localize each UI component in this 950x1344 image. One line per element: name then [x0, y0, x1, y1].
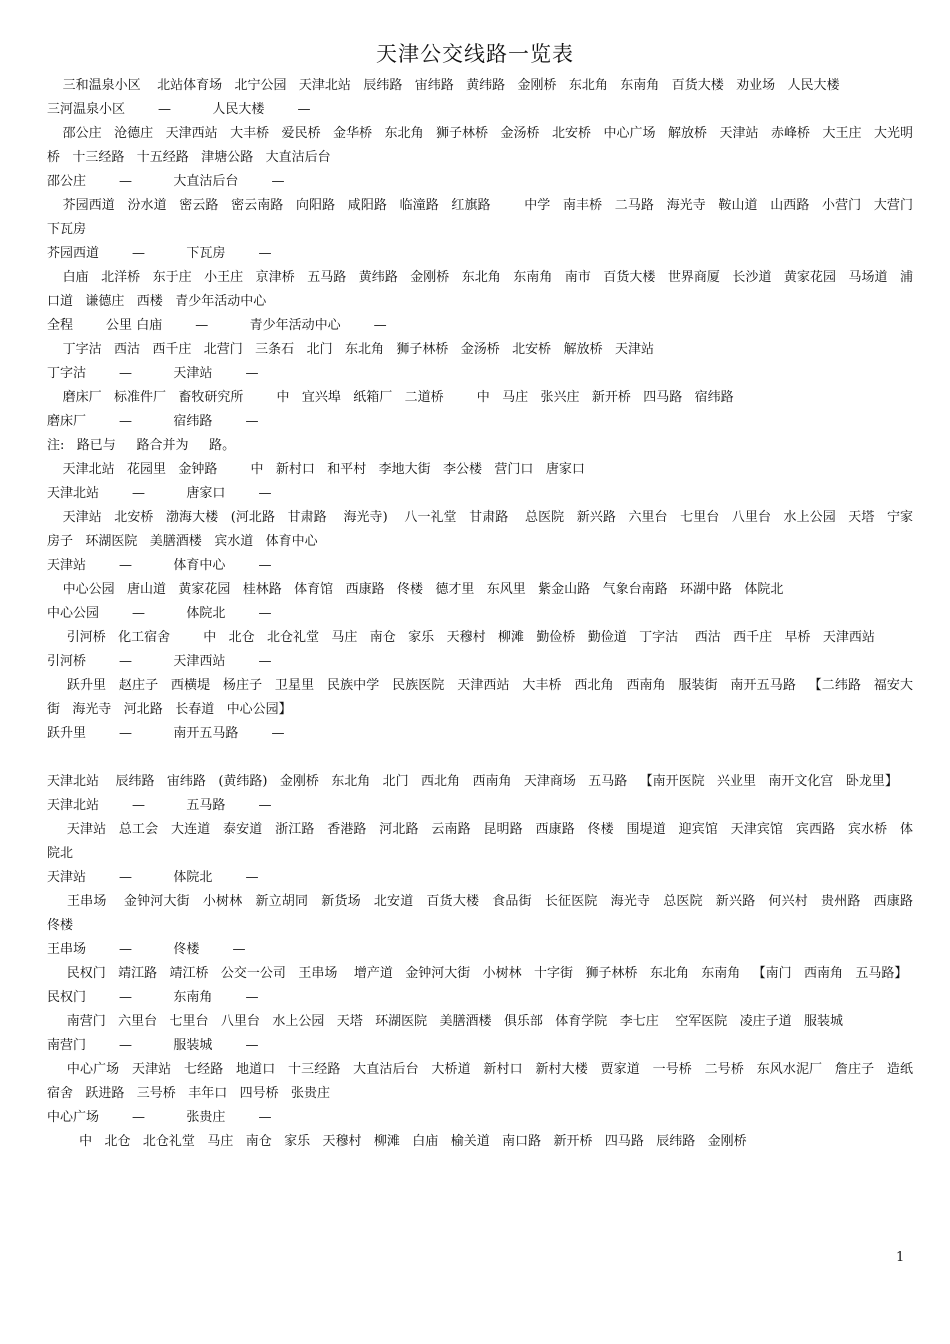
route-summary-line: 芥园西道 — 下瓦房 —: [47, 246, 272, 261]
route-summary-line: 天津站 — 体院北 —: [47, 870, 259, 885]
route-stops-line: 王串场 金钟河大街 小树林 新立胡同 新货场 北安道 百货大楼 食品街 长征医院 海光寺 总医院 新兴路 何兴村 贵州路 西康路 佟楼: [47, 894, 926, 933]
route-summary-line: 三河温泉小区 — 人民大楼 —: [47, 102, 311, 117]
route-summary-line: 中心广场 — 张贵庄 —: [47, 1110, 272, 1125]
route-summary-line: 丁字沽 — 天津站 —: [47, 366, 259, 381]
page-number: 1: [896, 1250, 905, 1265]
route-stops-line: 磨床厂 标准件厂 畜牧研究所 中 宜兴埠 纸箱厂 二道桥 中 马庄 张兴庄 新开桥 四马路 宿纬路: [62, 390, 734, 405]
route-summary-line: 民权门 — 东南角 —: [47, 990, 259, 1005]
route-stops-line: 邵公庄 沧德庄 天津西站 大丰桥 爱民桥 金华桥 东北角 狮子林桥 金汤桥 北安桥 中心广场 解放桥 天津站 赤峰桥 大王庄 大光明桥 十三经路 十五经路 津塘公路 大直沽后台: [47, 126, 913, 165]
route-summary-line: 引河桥 — 天津西站 —: [47, 654, 272, 669]
route-summary-line: 中心公园 — 体院北 —: [47, 606, 272, 621]
route-stops-line: 南营门 六里台 七里台 八里台 水上公园 天塔 环湖医院 美膳酒楼 俱乐部 体育学院 李七庄 空军医院 凌庄子道 服装城: [62, 1014, 844, 1029]
route-stops-line: 跃升里 赵庄子 西横堤 杨庄子 卫星里 民族中学 民族医院 天津西站 大丰桥 西北角 西南角 服装街 南开五马路 【二纬路 福安大街 海光寺 河北路 长春道 中心公园】: [47, 678, 914, 717]
route-stops-line: 天津站 总工会 大连道 泰安道 浙江路 香港路 河北路 云南路 昆明路 西康路 佟楼 围堤道 迎宾馆 天津宾馆 宾西路 宾水桥 体院北: [47, 822, 913, 861]
route-summary-line: 邵公庄 — 大直沽后台 —: [47, 174, 285, 189]
route-stops-line: 天津北站 花园里 金钟路 中 新村口 和平村 李地大街 李公楼 营门口 唐家口: [62, 462, 585, 477]
route-summary-line: 天津站 — 体育中心 —: [47, 558, 272, 573]
route-summary-line: 南营门 — 服装城 —: [47, 1038, 259, 1053]
route-summary-line: 注: 路已与 路合并为 路。: [47, 438, 236, 453]
route-stops-line: 三和温泉小区 北站体育场 北宁公园 天津北站 辰纬路 宙纬路 黄纬路 金刚桥 东北角 东南角 百货大楼 劝业场 人民大楼: [62, 78, 840, 93]
route-summary-line: 跃升里 — 南开五马路 —: [47, 726, 285, 741]
route-summary-line: 天津北站 — 唐家口 —: [47, 486, 272, 501]
route-stops-line: 白庙 北洋桥 东于庄 小王庄 京津桥 五马路 黄纬路 金刚桥 东北角 东南角 南市 百货大楼 世界商厦 长沙道 黄家花园 马场道 浦口道 谦德庄 西楼 青少年活动中心: [47, 270, 913, 309]
route-summary-line: 磨床厂 — 宿纬路 —: [47, 414, 259, 429]
route-stops-line: 芥园西道 汾水道 密云路 密云南路 向阳路 咸阳路 临潼路 红旗路 中学 南丰桥 二马路 海光寺 鞍山道 山西路 小营门 大营门 下瓦房: [47, 198, 926, 237]
route-summary-line: 天津北站 — 五马路 —: [47, 798, 272, 813]
route-stops-line: 引河桥 化工宿舍 中 北仓 北仓礼堂 马庄 南仓 家乐 天穆村 柳滩 勤俭桥 勤俭道 丁字沽 西沽 西千庄 早桥 天津西站: [62, 630, 875, 645]
route-stops-line: 中心公园 唐山道 黄家花园 桂林路 体育馆 西康路 佟楼 德才里 东风里 紫金山路 气象台南路 环湖中路 体院北: [62, 582, 784, 597]
route-stops-line: 天津北站 辰纬路 宙纬路 (黄纬路) 金刚桥 东北角 北门 西北角 西南角 天津商场 五马路 【南开医院 兴业里 南开文化宫 卧龙里】: [47, 750, 898, 789]
route-stops-line: 中 北仓 北仓礼堂 马庄 南仓 家乐 天穆村 柳滩 白庙 榆关道 南口路 新开桥 四马路 辰纬路 金刚桥: [62, 1134, 747, 1149]
route-list: [47, 74, 926, 1154]
route-stops-line: 民权门 靖江路 靖江桥 公交一公司 王串场 增产道 金钟河大街 小树林 十字街 狮子林桥 东北角 东南角 【南门 西南角 五马路】: [62, 966, 908, 981]
route-summary-line: 全程 公里 白庙 — 青少年活动中心 —: [47, 318, 387, 333]
route-summary-line: 王串场 — 佟楼 —: [47, 942, 246, 957]
route-stops-line: 天津站 北安桥 渤海大楼 (河北路 甘肃路 海光寺) 八一礼堂 甘肃路 总医院 新兴路 六里台 七里台 八里台 水上公园 天塔 宁家房子 环湖医院 美膳酒楼 宾水道 体育中心: [47, 510, 913, 549]
route-stops-line: 中心广场 天津站 七经路 地道口 十三经路 大直沽后台 大桥道 新村口 新村大楼 贾家道 一号桥 二号桥 东风水泥厂 詹庄子 造纸宿舍 跃进路 三号桥 丰年口 四号桥 张贵庄: [47, 1062, 914, 1101]
route-stops-line: 丁字沽 西沽 西千庄 北营门 三条石 北门 东北角 狮子林桥 金汤桥 北安桥 解放桥 天津站: [62, 342, 654, 357]
page-title: 天津公交线路一览表: [376, 42, 574, 66]
